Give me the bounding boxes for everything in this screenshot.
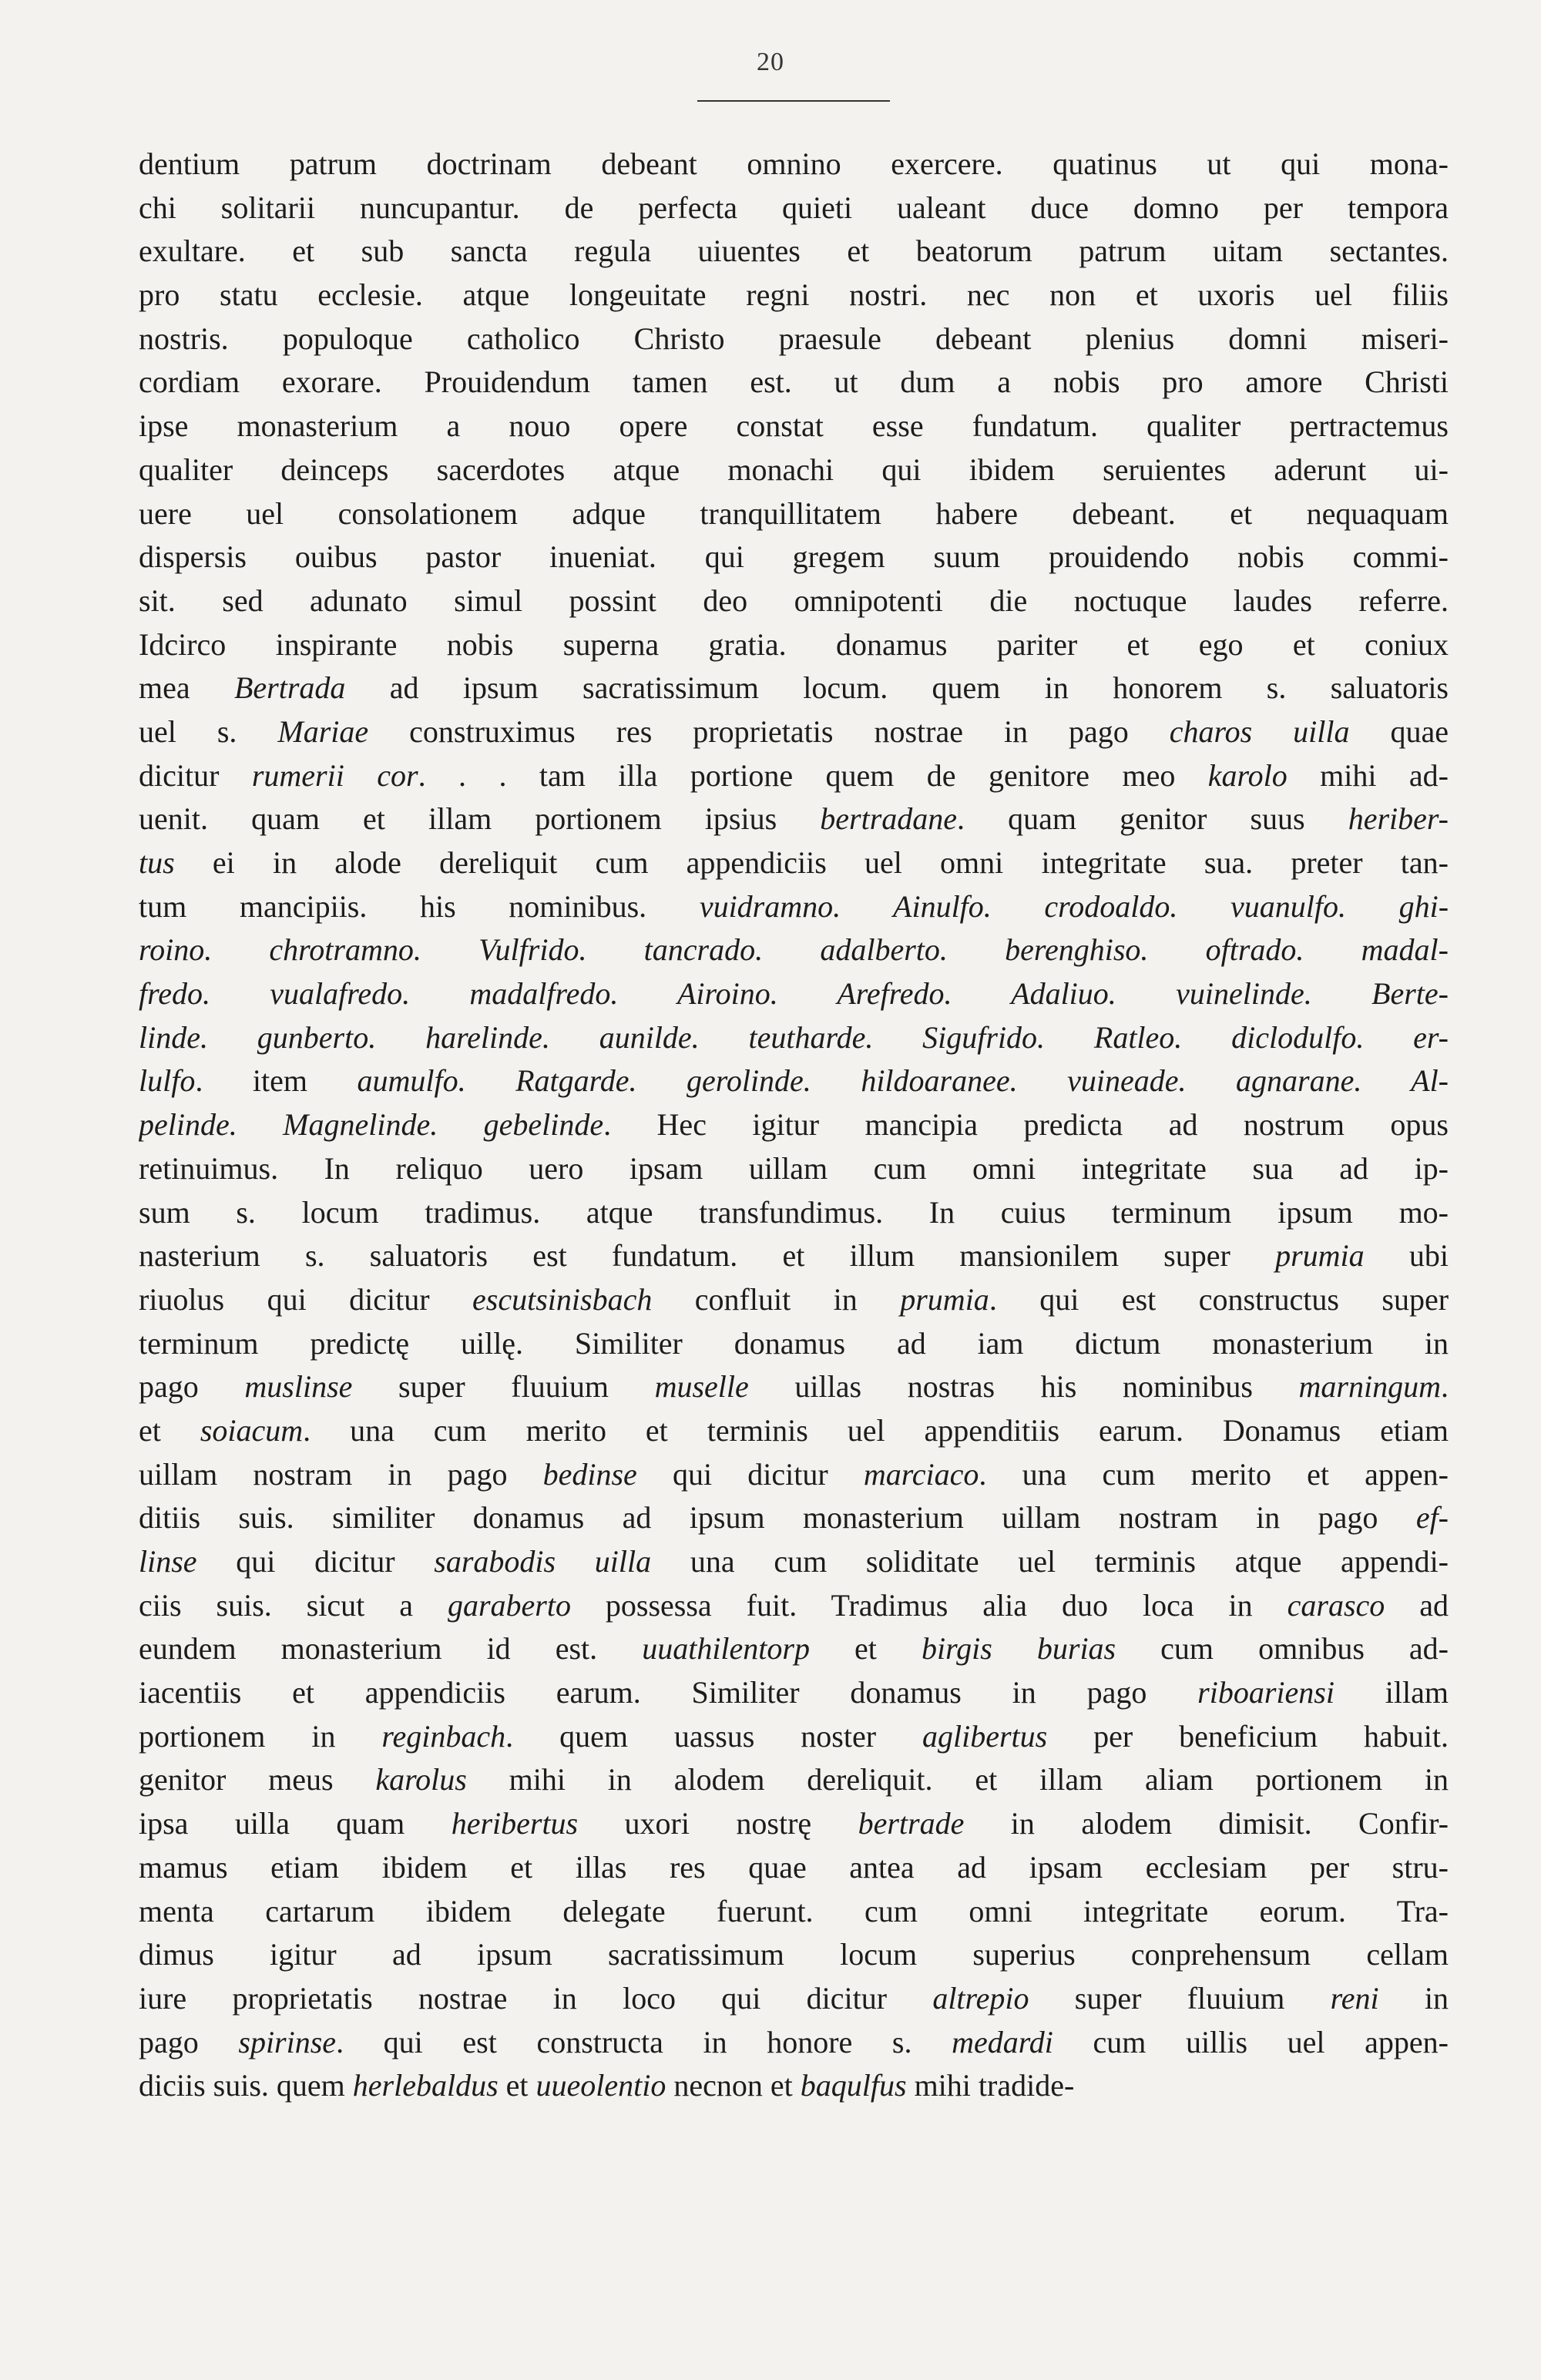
italic-name: altrepio	[932, 1980, 1029, 2016]
italic-name: birgis burias	[921, 1631, 1116, 1667]
text-line	[139, 1933, 1449, 1977]
text-segment: exultare. et sub sancta regula uiuentes et beatorum patrum uitam sectantes.	[139, 233, 1449, 269]
text-segment: in	[1378, 1980, 1449, 2016]
italic-name: reni	[1330, 1980, 1379, 2016]
text-segment: uenit. quam et illam portionem ipsius	[139, 801, 821, 837]
italic-name: carasco	[1287, 1587, 1385, 1623]
text-segment: mamus etiam ibidem et illas res quae antea ad ipsam ecclesiam per stru-	[139, 1849, 1449, 1885]
text-line	[139, 666, 1449, 710]
italic-name: spirinse	[238, 2024, 337, 2059]
italic-name: charos uilla	[1169, 713, 1350, 749]
italic-name: marciaco	[863, 1456, 979, 1492]
text-segment: dispersis ouibus pastor inueniat. qui gregem suum prouidendo nobis commi-	[139, 539, 1449, 575]
text-line	[139, 1322, 1449, 1366]
text-segment: et	[809, 1631, 922, 1667]
text-segment: in alodem dimisit. Confir-	[964, 1806, 1449, 1841]
text-segment: mea	[139, 670, 234, 706]
text-segment: nostris. populoque catholico Christo praesule debeant plenius domni miseri-	[139, 321, 1449, 356]
text-line	[139, 1103, 1449, 1147]
text-line	[139, 1191, 1449, 1235]
text-segment: tum mancipiis. his nominibus.	[139, 888, 700, 924]
text-line	[139, 361, 1449, 404]
italic-name: tus	[139, 845, 175, 880]
text-line	[139, 1846, 1449, 1890]
italic-name: pelinde. Magnelinde. gebelinde	[139, 1107, 604, 1143]
text-segment: super fluuium	[1029, 1980, 1331, 2016]
italic-name: linde. gunberto. harelinde. aunilde. teutharde. Sigufrido. Ratleo. diclodulfo. er-	[139, 1019, 1449, 1055]
text-segment: diciis suis. quem	[139, 2068, 353, 2103]
text-segment: . Hec igitur mancipia predicta ad nostrum opus	[603, 1107, 1449, 1143]
text-segment: chi solitarii nuncupantur. de perfecta quieti ualeant duce domno per tempora	[139, 190, 1449, 225]
text-line	[139, 230, 1449, 274]
text-line	[139, 1977, 1449, 2021]
text-segment: iacentiis et appendiciis earum. Similiter donamus in pago	[139, 1675, 1198, 1710]
text-line	[139, 885, 1449, 929]
text-line	[139, 972, 1449, 1016]
text-segment: una cum soliditate uel terminis atque appendi-	[651, 1544, 1449, 1579]
text-segment: mihi ad-	[1287, 757, 1449, 793]
text-segment: terminum predictę uillę. Similiter donamus ad iam dictum monasterium in	[139, 1325, 1449, 1361]
italic-name: fredo. vualafredo. madalfredo. Airoino. Arefredo. Adaliuo. vuinelinde. Berte-	[139, 976, 1449, 1012]
text-segment: . qui est constructus super	[989, 1281, 1449, 1317]
text-segment: ipse monasterium a nouo opere constat esse fundatum. qualiter pertractemus	[139, 408, 1449, 444]
italic-name: lulfo	[139, 1063, 196, 1099]
text-segment: retinuimus. In reliquo uero ipsam uillam cum omni integritate sua ad ip-	[139, 1150, 1449, 1186]
text-segment: ipsa uilla quam	[139, 1806, 452, 1841]
text-segment: pago	[139, 1369, 245, 1405]
text-segment: portionem in	[139, 1718, 382, 1754]
body-text	[139, 143, 1449, 2108]
text-segment: dentium patrum doctrinam debeant omnino exercere. quatinus ut qui mona-	[139, 146, 1449, 181]
italic-name: karolo	[1207, 757, 1288, 793]
text-segment: construximus res proprietatis nostrae in pago	[368, 713, 1170, 749]
text-line	[139, 1758, 1449, 1802]
text-segment: necnon et	[666, 2068, 801, 2103]
page-number-rule	[697, 100, 890, 102]
italic-name: karolus	[375, 1762, 467, 1798]
italic-name: ef-	[1415, 1500, 1449, 1536]
text-segment: genitor meus	[139, 1762, 376, 1798]
text-line	[139, 1540, 1449, 1584]
text-segment: menta cartarum ibidem delegate fuerunt. cum omni integritate eorum. Tra-	[139, 1893, 1449, 1929]
text-segment: ei in alode dereliquit cum appendiciis uel omni integritate sua. preter tan-	[174, 845, 1449, 880]
text-line	[139, 2021, 1449, 2065]
text-segment: uere uel consolationem adque tranquillitatem habere debeant. et nequaquam	[139, 495, 1449, 531]
text-segment: Idcirco inspirante nobis superna gratia. donamus pariter et ego et coniux	[139, 626, 1449, 662]
text-segment: . item	[195, 1063, 358, 1099]
italic-name: riboariensi	[1197, 1675, 1335, 1710]
text-segment: possessa fuit. Tradimus alia duo loca in	[570, 1587, 1288, 1623]
text-line	[139, 492, 1449, 536]
text-segment: . qui est constructa in honore s.	[336, 2024, 952, 2059]
text-line	[139, 1453, 1449, 1497]
text-line	[139, 928, 1449, 972]
text-line	[139, 1059, 1449, 1103]
text-segment: uillam nostram in pago	[139, 1456, 543, 1492]
text-segment: ad	[1385, 1587, 1449, 1623]
italic-name: garaberto	[447, 1587, 571, 1623]
text-segment: pro statu ecclesie. atque longeuitate regni nostri. nec non et uxoris uel filiis	[139, 277, 1449, 313]
text-segment: dicitur	[139, 757, 252, 793]
text-line	[139, 1890, 1449, 1934]
italic-name: marningum	[1298, 1369, 1441, 1405]
text-line	[139, 1278, 1449, 1322]
italic-name: vuidramno. Ainulfo. crodoaldo. vuanulfo. ghi-	[699, 888, 1449, 924]
text-line	[139, 841, 1449, 885]
text-segment: per beneficium habuit.	[1047, 1718, 1449, 1754]
text-segment: ad ipsum sacratissimum locum. quem in honorem s. saluatoris	[345, 670, 1449, 706]
text-segment: mihi tradide-	[906, 2068, 1075, 2103]
text-line	[139, 274, 1449, 317]
page-number: 20	[757, 48, 784, 76]
italic-name: prumia	[900, 1281, 989, 1317]
text-line	[139, 535, 1449, 579]
text-segment: cordiam exorare. Prouidendum tamen est. ut dum a nobis pro amore Christi	[139, 364, 1449, 400]
text-line	[139, 1409, 1449, 1453]
italic-name: medardi	[952, 2024, 1053, 2059]
text-line	[139, 1584, 1449, 1628]
text-segment: . quem uassus noster	[505, 1718, 922, 1754]
italic-name: rumerii cor	[251, 757, 418, 793]
text-line	[139, 1016, 1449, 1060]
text-segment: mihi in alodem dereliquit. et illam aliam portionem in	[466, 1762, 1449, 1798]
italic-name: linse	[139, 1544, 197, 1579]
text-segment: ditiis suis. similiter donamus ad ipsum monasterium uillam nostram in pago	[139, 1500, 1416, 1536]
text-line	[139, 1496, 1449, 1540]
italic-name: muselle	[654, 1369, 749, 1405]
text-line	[139, 2064, 1449, 2108]
text-line	[139, 1671, 1449, 1715]
text-segment: illam	[1334, 1675, 1449, 1710]
text-segment: eundem monasterium id est.	[139, 1631, 643, 1667]
text-segment: qui dicitur	[636, 1456, 864, 1492]
italic-name: heribertus	[451, 1806, 579, 1841]
italic-name: soiacum	[200, 1412, 304, 1448]
text-line	[139, 1147, 1449, 1191]
italic-name: escutsinisbach	[472, 1281, 653, 1317]
italic-name: heriber-	[1348, 801, 1449, 837]
text-segment: nasterium s. saluatoris est fundatum. et illum mansionilem super	[139, 1238, 1276, 1274]
italic-name: aumulfo. Ratgarde. gerolinde. hildoaranee. vuineade. agnarane. Al-	[357, 1063, 1449, 1099]
text-segment: uel s.	[139, 713, 278, 749]
text-segment: iure proprietatis nostrae in loco qui dicitur	[139, 1980, 933, 2016]
text-segment: ubi	[1364, 1238, 1449, 1274]
italic-name: aglibertus	[922, 1718, 1048, 1754]
text-segment: super fluuium	[352, 1369, 655, 1405]
italic-name: prumia	[1275, 1238, 1365, 1274]
text-segment: cum uillis uel appen-	[1053, 2024, 1449, 2059]
text-line	[139, 317, 1449, 361]
italic-name: bertrade	[858, 1806, 965, 1841]
text-line	[139, 1715, 1449, 1759]
text-line	[139, 1627, 1449, 1671]
text-segment: confluit in	[652, 1281, 901, 1317]
text-segment: uxori nostrę	[578, 1806, 858, 1841]
text-segment: et	[139, 1412, 200, 1448]
text-line	[139, 186, 1449, 230]
text-segment: dimus igitur ad ipsum sacratissimum locum superius conprehensum cellam	[139, 1937, 1449, 1972]
text-segment: cum omnibus ad-	[1116, 1631, 1449, 1667]
italic-name: baqulfus	[800, 2068, 907, 2103]
italic-name: bertradane	[820, 801, 958, 837]
text-segment: ciis suis. sicut a	[139, 1587, 448, 1623]
text-segment: . . . tam illa portione quem de genitore meo	[418, 757, 1208, 793]
italic-name: herlebaldus	[352, 2068, 499, 2103]
text-line	[139, 754, 1449, 798]
text-segment: .	[1440, 1369, 1449, 1405]
italic-name: uuathilentorp	[642, 1631, 810, 1667]
text-line	[139, 710, 1449, 754]
text-segment: quae	[1349, 713, 1449, 749]
text-segment: . quam genitor suus	[957, 801, 1348, 837]
text-line	[139, 1365, 1449, 1409]
text-segment: sum s. locum tradimus. atque transfundimus. In cuius terminum ipsum mo-	[139, 1194, 1449, 1230]
text-line	[139, 143, 1449, 186]
text-line	[139, 404, 1449, 448]
text-line	[139, 1802, 1449, 1846]
italic-name: reginbach	[381, 1718, 506, 1754]
text-line	[139, 623, 1449, 667]
text-segment: et	[498, 2068, 536, 2103]
text-segment: uillas nostras his nominibus	[748, 1369, 1299, 1405]
text-line	[139, 797, 1449, 841]
text-segment: qualiter deinceps sacerdotes atque monachi qui ibidem seruientes aderunt ui-	[139, 451, 1449, 487]
italic-name: sarabodis uilla	[434, 1544, 652, 1579]
italic-name: bedinse	[542, 1456, 637, 1492]
text-segment: . una cum merito et terminis uel appenditiis earum. Donamus etiam	[303, 1412, 1449, 1448]
text-segment: qui dicitur	[196, 1544, 435, 1579]
text-line	[139, 448, 1449, 492]
italic-name: muslinse	[244, 1369, 353, 1405]
text-line	[139, 579, 1449, 623]
text-line	[139, 1234, 1449, 1278]
italic-name: Mariae	[277, 713, 369, 749]
text-segment: sit. sed adunato simul possint deo omnipotenti die noctuque laudes referre.	[139, 582, 1449, 618]
italic-name: roino. chrotramno. Vulfrido. tancrado. adalberto. berenghiso. oftrado. madal-	[139, 932, 1449, 968]
text-segment: pago	[139, 2024, 239, 2059]
text-segment: . una cum merito et appen-	[979, 1456, 1449, 1492]
italic-name: uueolentio	[535, 2068, 666, 2103]
text-segment: riuolus qui dicitur	[139, 1281, 473, 1317]
italic-name: Bertrada	[233, 670, 346, 706]
